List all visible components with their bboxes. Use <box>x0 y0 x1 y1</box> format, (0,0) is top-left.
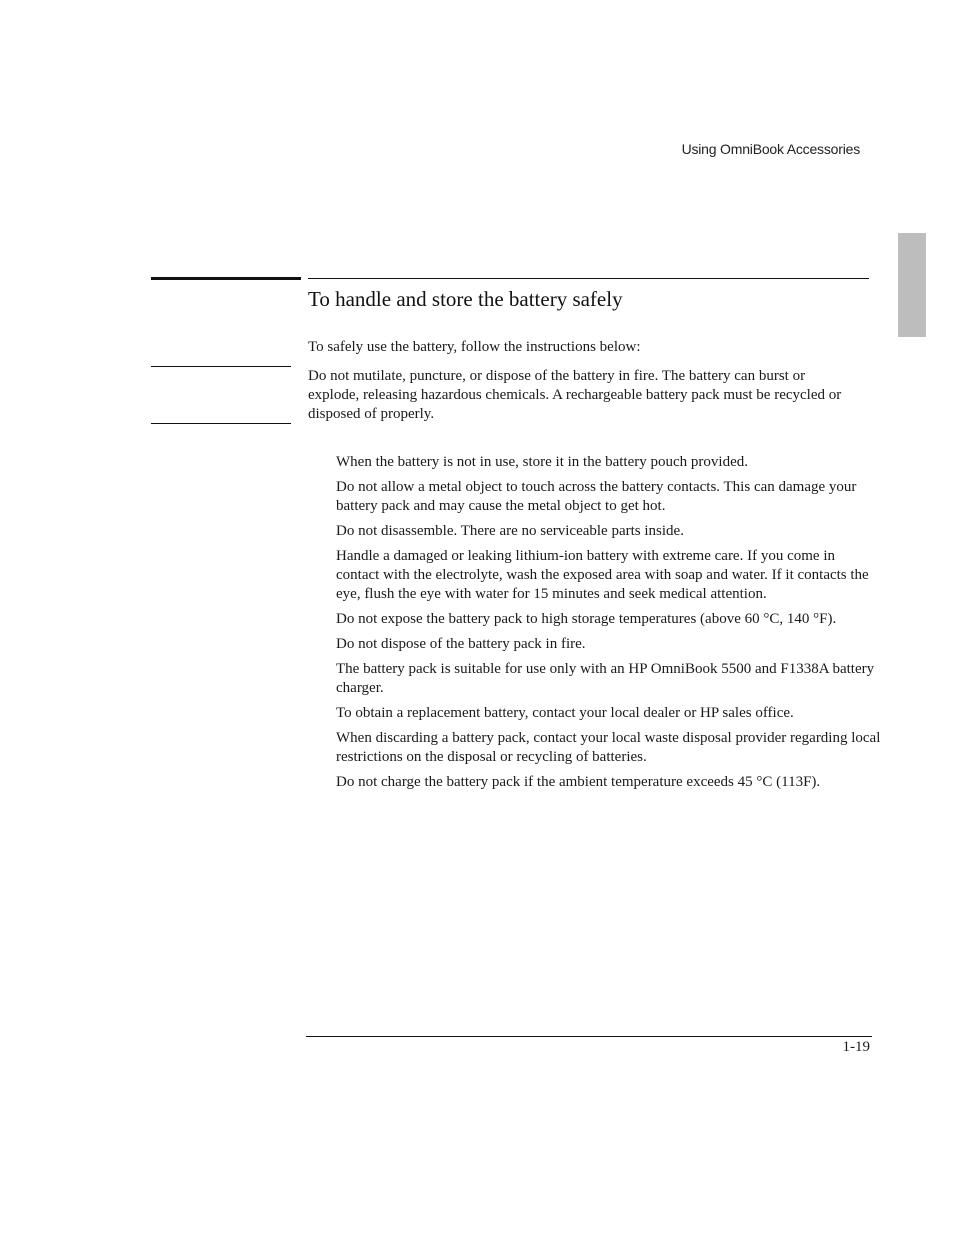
list-item: Do not charge the battery pack if the ambient temperature exceeds 45 °C (113F). <box>336 774 821 790</box>
list-item: Handle a damaged or leaking lithium-ion battery with extreme care. If you come in contact with the electrolyte, wash the exposed area with soap and water. If it contacts the eye, flush the eye with water for 15 minutes and seek medical attention. <box>336 548 869 602</box>
footer-rule <box>306 1036 872 1037</box>
list-item: When the battery is not in use, store it in the battery pouch provided. <box>336 454 748 470</box>
section-title: To handle and store the battery safely <box>308 287 623 311</box>
intro-text: To safely use the battery, follow the instructions below: <box>308 339 641 355</box>
list-item: Do not disassemble. There are no serviceable parts inside. <box>336 523 684 539</box>
instruction-list <box>336 453 881 798</box>
list-item: To obtain a replacement battery, contact your local dealer or HP sales office. <box>336 705 794 721</box>
list-item: Do not expose the battery pack to high storage temperatures (above 60 °C, 140 °F). <box>336 611 837 627</box>
page-number: 1-19 <box>842 1039 870 1055</box>
list-item: Do not dispose of the battery pack in fire. <box>336 636 586 652</box>
list-item: The battery pack is suitable for use only with an HP OmniBook 5500 and F1338A battery charger. <box>336 661 875 696</box>
warning-rule-top <box>151 366 291 367</box>
list-item: When discarding a battery pack, contact your local waste disposal provider regarding local restrictions on the disposal or recycling of batteries. <box>336 730 881 765</box>
heading-rule <box>308 278 869 279</box>
chapter-thumb-tab <box>898 233 926 337</box>
list-item: Do not allow a metal object to touch across the battery contacts. This can damage your battery pack and may cause the metal object to get hot. <box>336 479 857 514</box>
running-header: Using OmniBook Accessories <box>681 141 860 157</box>
warning-text: Do not mutilate, puncture, or dispose of the battery in fire. The battery can burst or explode, releasing hazardous chemicals. A rechargeable battery pack must be recycled or disposed of properly. <box>308 368 842 422</box>
margin-rule-thick <box>151 277 301 280</box>
warning-rule-bottom <box>151 423 291 424</box>
